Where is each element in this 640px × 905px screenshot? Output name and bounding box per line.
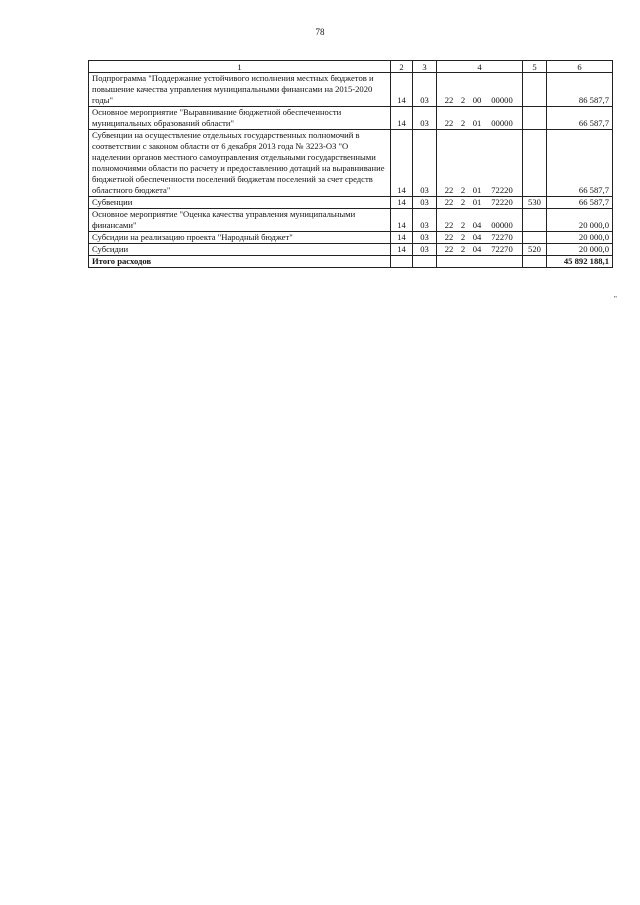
target-direction: 00000 <box>491 118 513 128</box>
target-measure: 01 <box>472 118 482 128</box>
row-subsection: 03 <box>413 244 437 256</box>
target-measure: 04 <box>472 244 482 254</box>
row-amount: 20 000,0 <box>547 209 613 232</box>
row-expense-type: 530 <box>523 197 547 209</box>
column-header: 2 <box>391 61 413 73</box>
target-program: 22 <box>444 232 454 242</box>
row-subsection: 03 <box>413 107 437 130</box>
total-empty-cell <box>437 256 523 268</box>
target-direction: 00000 <box>491 95 513 105</box>
row-amount: 66 587,7 <box>547 130 613 197</box>
row-section: 14 <box>391 197 413 209</box>
row-target-code <box>437 209 523 232</box>
table-row <box>89 73 613 107</box>
row-name: Основное мероприятие "Выравнивание бюджетной обеспеченности муниципальных образований области" <box>89 107 391 130</box>
table-row <box>89 244 613 256</box>
row-target-code <box>437 197 523 209</box>
column-header: 1 <box>89 61 391 73</box>
target-subprogram: 2 <box>460 220 466 230</box>
total-empty-cell <box>413 256 437 268</box>
total-row <box>89 256 613 268</box>
row-expense-type <box>523 130 547 197</box>
header-row <box>89 61 613 73</box>
target-program: 22 <box>444 197 454 207</box>
target-subprogram: 2 <box>460 197 466 207</box>
row-target-code <box>437 232 523 244</box>
row-expense-type <box>523 73 547 107</box>
target-measure: 00 <box>472 95 482 105</box>
row-expense-type: 520 <box>523 244 547 256</box>
table-row <box>89 232 613 244</box>
row-name: Основное мероприятие "Оценка качества управления муниципальными финансами" <box>89 209 391 232</box>
row-subsection: 03 <box>413 232 437 244</box>
target-subprogram: 2 <box>460 95 466 105</box>
target-measure: 04 <box>472 232 482 242</box>
budget-table <box>88 60 613 268</box>
table-row <box>89 130 613 197</box>
row-amount: 66 587,7 <box>547 107 613 130</box>
total-empty-cell <box>523 256 547 268</box>
table-row <box>89 209 613 232</box>
row-section: 14 <box>391 209 413 232</box>
row-subsection: 03 <box>413 209 437 232</box>
row-amount: 20 000,0 <box>547 244 613 256</box>
page-number: 78 <box>315 27 325 37</box>
column-header: 5 <box>523 61 547 73</box>
target-direction: 72270 <box>491 232 513 242</box>
row-subsection: 03 <box>413 197 437 209</box>
target-measure: 01 <box>472 197 482 207</box>
target-subprogram: 2 <box>460 185 466 195</box>
row-section: 14 <box>391 130 413 197</box>
target-measure: 01 <box>472 185 482 195</box>
row-name: Субвенции <box>89 197 391 209</box>
row-target-code <box>437 130 523 197</box>
target-program: 22 <box>444 185 454 195</box>
row-subsection: 03 <box>413 73 437 107</box>
target-program: 22 <box>444 220 454 230</box>
column-header: 4 <box>437 61 523 73</box>
table-row <box>89 107 613 130</box>
target-direction: 00000 <box>491 220 513 230</box>
target-measure: 04 <box>472 220 482 230</box>
total-empty-cell <box>391 256 413 268</box>
target-subprogram: 2 <box>460 118 466 128</box>
target-subprogram: 2 <box>460 244 466 254</box>
row-amount: 86 587,7 <box>547 73 613 107</box>
row-section: 14 <box>391 244 413 256</box>
total-label: Итого расходов <box>89 256 391 268</box>
row-name: Субсидии <box>89 244 391 256</box>
row-target-code <box>437 244 523 256</box>
column-header: 6 <box>547 61 613 73</box>
row-section: 14 <box>391 232 413 244</box>
table-row <box>89 197 613 209</box>
target-program: 22 <box>444 244 454 254</box>
row-target-code <box>437 107 523 130</box>
row-expense-type <box>523 107 547 130</box>
row-name: Подпрограмма "Поддержание устойчивого исполнения местных бюджетов и повышение качества управления муниципальными финансами на 2015-2020 годы" <box>89 73 391 107</box>
row-amount: 20 000,0 <box>547 232 613 244</box>
row-subsection: 03 <box>413 130 437 197</box>
row-section: 14 <box>391 73 413 107</box>
end-quote-mark: " <box>614 295 617 303</box>
target-subprogram: 2 <box>460 232 466 242</box>
row-name: Субсидии на реализацию проекта "Народный бюджет" <box>89 232 391 244</box>
column-header: 3 <box>413 61 437 73</box>
row-expense-type <box>523 232 547 244</box>
target-program: 22 <box>444 118 454 128</box>
target-direction: 72270 <box>491 244 513 254</box>
total-amount: 45 892 188,1 <box>547 256 613 268</box>
target-program: 22 <box>444 95 454 105</box>
row-target-code <box>437 73 523 107</box>
row-expense-type <box>523 209 547 232</box>
row-section: 14 <box>391 107 413 130</box>
target-direction: 72220 <box>491 185 513 195</box>
row-amount: 66 587,7 <box>547 197 613 209</box>
target-direction: 72220 <box>491 197 513 207</box>
row-name: Субвенции на осуществление отдельных государственных полномочий в соответствии с законом области от 6 декабря 2013 года № 3223-ОЗ "О наделении органов местного самоуправления отдельными государственными полномочиями области по расчету и предоставлению дотаций на выравнивание бюджетной обеспеченности поселений бюджетам поселений за счет средств областного бюджета" <box>89 130 391 197</box>
